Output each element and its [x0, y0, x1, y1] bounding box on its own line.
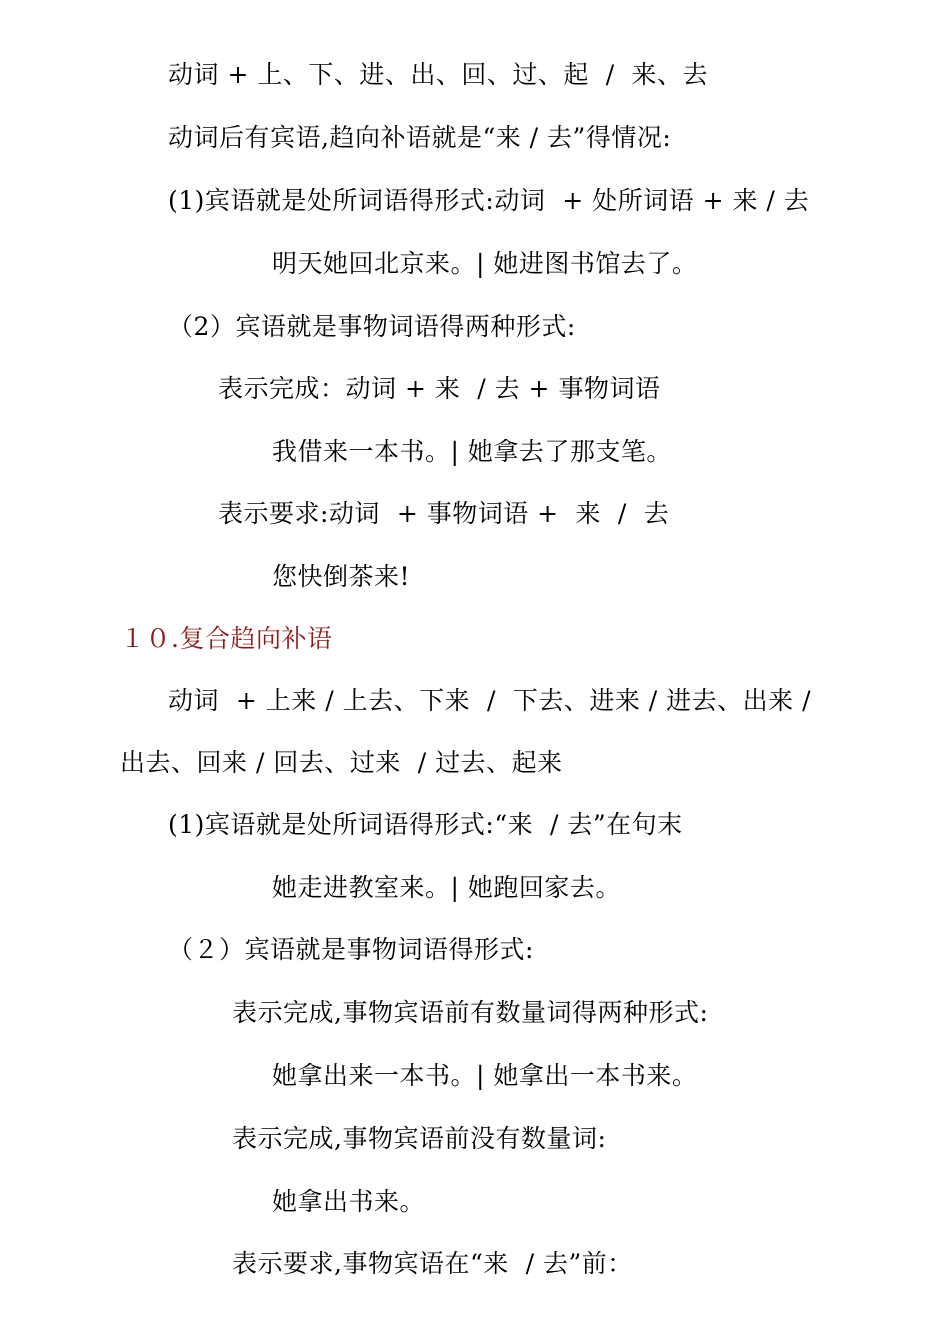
example-line: 她拿出来一本书。| 她拿出一本书来。 — [272, 1061, 698, 1090]
text-line: (1)宾语就是处所词语得形式:动词 + 处所词语 + 来 / 去 — [168, 186, 810, 215]
text-line: 动词后有宾语,趋向补语就是“来 / 去”得情况: — [168, 123, 672, 152]
text-line: 动词 + 上、下、进、出、回、过、起 / 来、去 — [168, 60, 709, 89]
section-heading: １０.复合趋向补语 — [120, 624, 333, 653]
example-line: 她拿出书来。 — [272, 1187, 426, 1216]
text-line: 动词 + 上来 / 上去、下来 / 下去、进来 / 进去、出来 / — [168, 686, 812, 715]
text-line: 出去、回来 / 回去、过来 / 过去、起来 — [120, 748, 563, 777]
example-line: 明天她回北京来。| 她进图书馆去了。 — [272, 249, 698, 278]
example-line: 您快倒茶来! — [272, 562, 411, 591]
text-line: 表示要求:动词 + 事物词语 + 来 / 去 — [218, 499, 670, 528]
example-line: 她走进教室来。| 她跑回家去。 — [272, 873, 621, 902]
text-line: （2）宾语就是事物词语得两种形式: — [168, 312, 576, 341]
text-line: 表示完成：动词 + 来 / 去 + 事物词语 — [218, 374, 661, 403]
text-line: 表示完成,事物宾语前没有数量词: — [232, 1124, 607, 1153]
text-line: 表示完成,事物宾语前有数量词得两种形式: — [232, 998, 709, 1027]
text-line: 表示要求,事物宾语在“来 / 去”前： — [232, 1249, 633, 1278]
text-line: （２）宾语就是事物词语得形式: — [168, 935, 534, 964]
example-line: 我借来一本书。| 她拿去了那支笔。 — [272, 437, 672, 466]
text-line: (1)宾语就是处所词语得形式:“来 / 去”在句末 — [168, 810, 683, 839]
